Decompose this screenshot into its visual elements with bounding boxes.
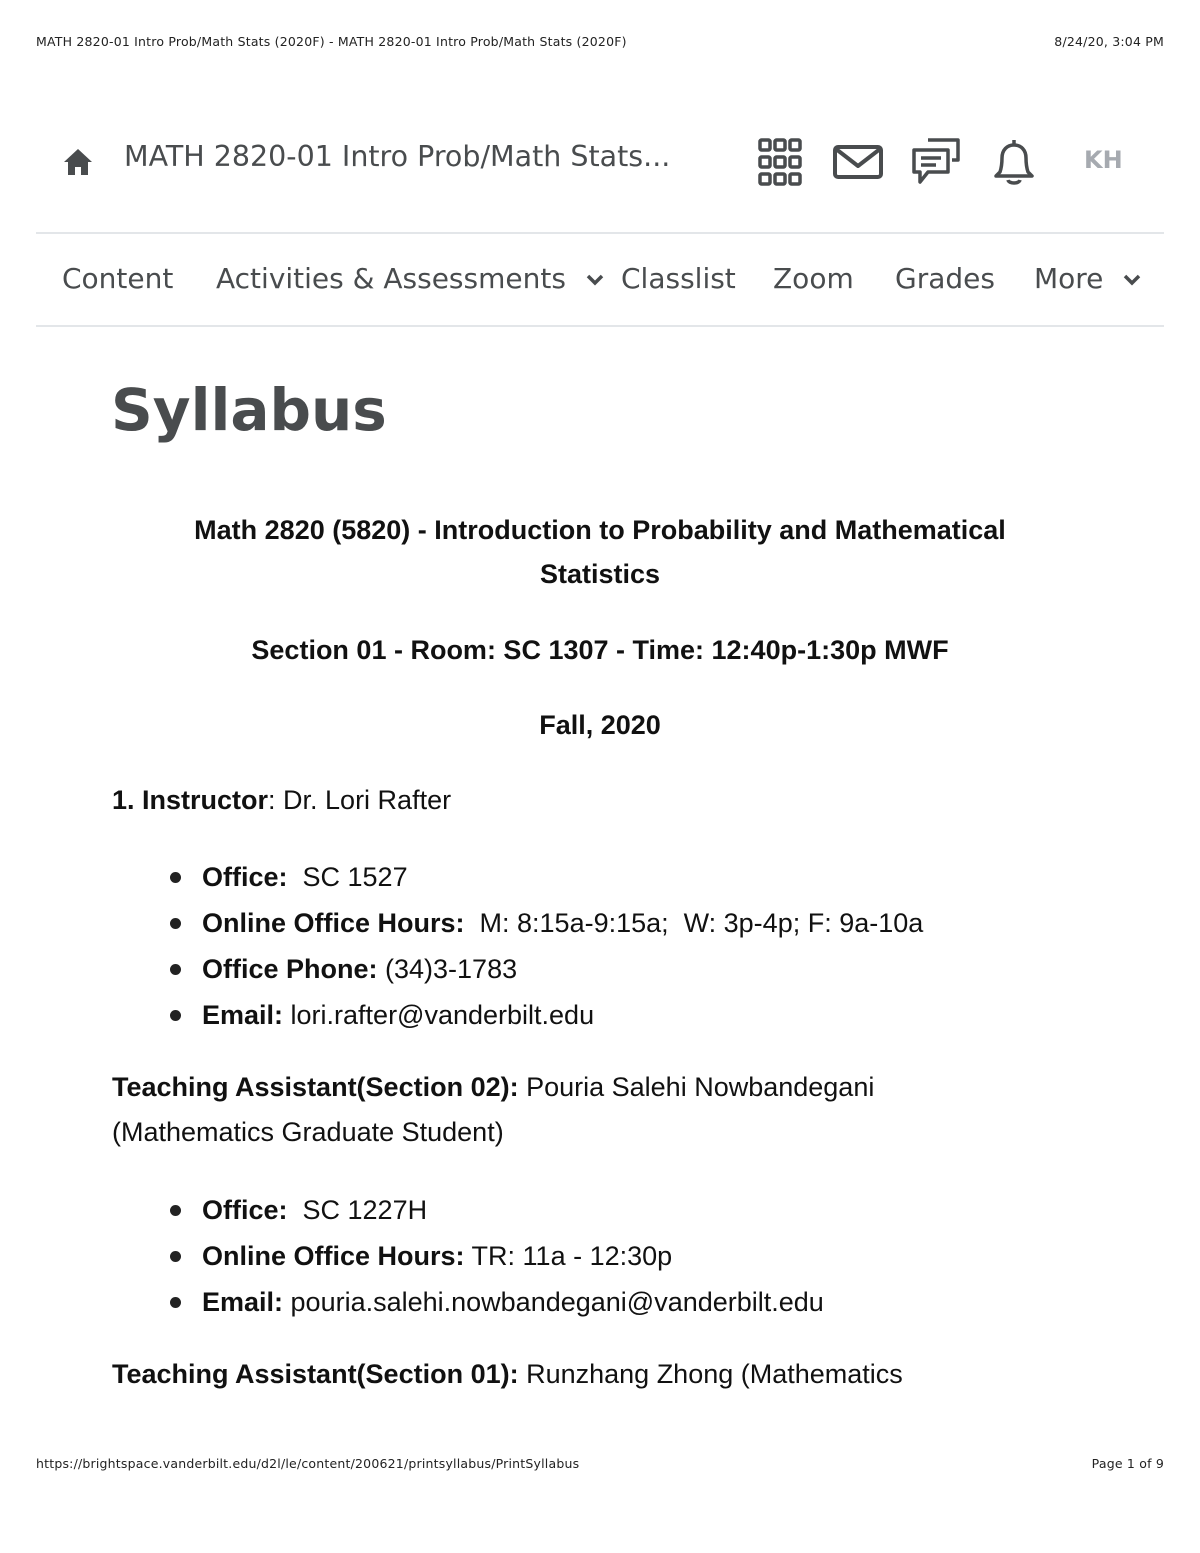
navbar xyxy=(36,120,1164,204)
course-title[interactable]: MATH 2820-01 Intro Prob/Math Stats... xyxy=(124,140,671,173)
chevron-down-icon xyxy=(1122,273,1142,287)
detail-value: TR: 11a - 12:30p xyxy=(464,1241,673,1271)
chevron-down-icon xyxy=(585,273,605,287)
instructor-name: : Dr. Lori Rafter xyxy=(268,785,452,815)
detail-value: SC 1227H xyxy=(287,1195,428,1225)
tab-label: Classlist xyxy=(621,262,736,295)
ta-email-link[interactable]: pouria.salehi.nowbandegani@vanderbilt.edu xyxy=(283,1287,824,1317)
course-heading-line-2: Statistics xyxy=(539,559,661,589)
tab-label: Grades xyxy=(895,262,995,295)
list-item xyxy=(170,995,923,1041)
tabs-divider xyxy=(36,325,1164,327)
ta-section-02-line-cont: (Mathematics Graduate Student) xyxy=(112,1117,504,1147)
print-footer-page: Page 1 of 9 xyxy=(1091,1456,1164,1471)
detail-label: Office Phone: xyxy=(202,954,378,984)
chat-icon[interactable] xyxy=(910,136,962,188)
print-header-timestamp: 8/24/20, 3:04 PM xyxy=(1054,34,1164,49)
course-heading-line-1: Math 2820 (5820) - Introduction to Probability and Mathematical xyxy=(194,515,1006,545)
print-header-title: MATH 2820-01 Intro Prob/Math Stats (2020F) - MATH 2820-01 Intro Prob/Math Stats (2020F) xyxy=(36,34,627,49)
course-selector-icon[interactable] xyxy=(754,136,806,188)
detail-label: Office: xyxy=(202,862,288,892)
ta-section-01-label: Teaching Assistant(Section 01): xyxy=(112,1359,519,1389)
instructor-email-link[interactable]: lori.rafter@vanderbilt.edu xyxy=(283,1000,595,1030)
tab-more[interactable] xyxy=(1034,262,1142,295)
section-line: Section 01 - Room: SC 1307 - Time: 12:40p-1:30p MWF xyxy=(251,635,949,665)
instructor-label: 1. Instructor xyxy=(112,785,269,815)
avatar[interactable]: KH xyxy=(1084,146,1123,174)
tab-label: Zoom xyxy=(773,262,854,295)
list-item xyxy=(170,1236,824,1282)
detail-label: Email: xyxy=(202,1000,284,1030)
navbar-divider xyxy=(36,232,1164,234)
list-item xyxy=(170,1282,824,1328)
detail-label: Online Office Hours: xyxy=(202,908,465,938)
tab-label: Activities & Assessments xyxy=(216,262,566,295)
bell-icon[interactable] xyxy=(988,136,1040,188)
tab-activities-assessments[interactable] xyxy=(216,262,605,295)
detail-label: Email: xyxy=(202,1287,284,1317)
course-heading xyxy=(120,508,1080,596)
print-footer-url: https://brightspace.vanderbilt.edu/d2l/le/content/200621/printsyllabus/PrintSyllabus xyxy=(36,1456,580,1471)
mail-icon[interactable] xyxy=(832,136,884,188)
instructor-line xyxy=(112,785,451,816)
home-icon[interactable] xyxy=(62,146,94,178)
ta-section-02-details xyxy=(170,1190,824,1328)
tab-classlist[interactable] xyxy=(621,262,736,295)
detail-label: Office: xyxy=(202,1195,288,1225)
term: Fall, 2020 xyxy=(539,710,661,740)
detail-value: SC 1527 xyxy=(287,862,408,892)
ta-section-02-label: Teaching Assistant(Section 02): xyxy=(112,1072,519,1102)
tab-label: More xyxy=(1034,262,1104,295)
detail-label: Online Office Hours: xyxy=(202,1241,465,1271)
page-title: Syllabus xyxy=(111,376,387,444)
tab-content[interactable] xyxy=(62,262,173,295)
ta-section-01-line xyxy=(112,1359,903,1390)
list-item xyxy=(170,949,923,995)
detail-value: (34)3-1783 xyxy=(377,954,518,984)
tab-zoom[interactable] xyxy=(773,262,854,295)
list-item xyxy=(170,857,923,903)
tab-grades[interactable] xyxy=(895,262,995,295)
ta-section-01-name: Runzhang Zhong (Mathematics xyxy=(518,1359,903,1389)
ta-section-02-name: Pouria Salehi Nowbandegani xyxy=(518,1072,875,1102)
ta-section-02-line xyxy=(112,1072,874,1103)
list-item xyxy=(170,903,923,949)
tab-label: Content xyxy=(62,262,174,295)
list-item xyxy=(170,1190,824,1236)
instructor-details xyxy=(170,857,923,1041)
detail-value: M: 8:15a-9:15a; W: 3p-4p; F: 9a-10a xyxy=(464,908,924,938)
